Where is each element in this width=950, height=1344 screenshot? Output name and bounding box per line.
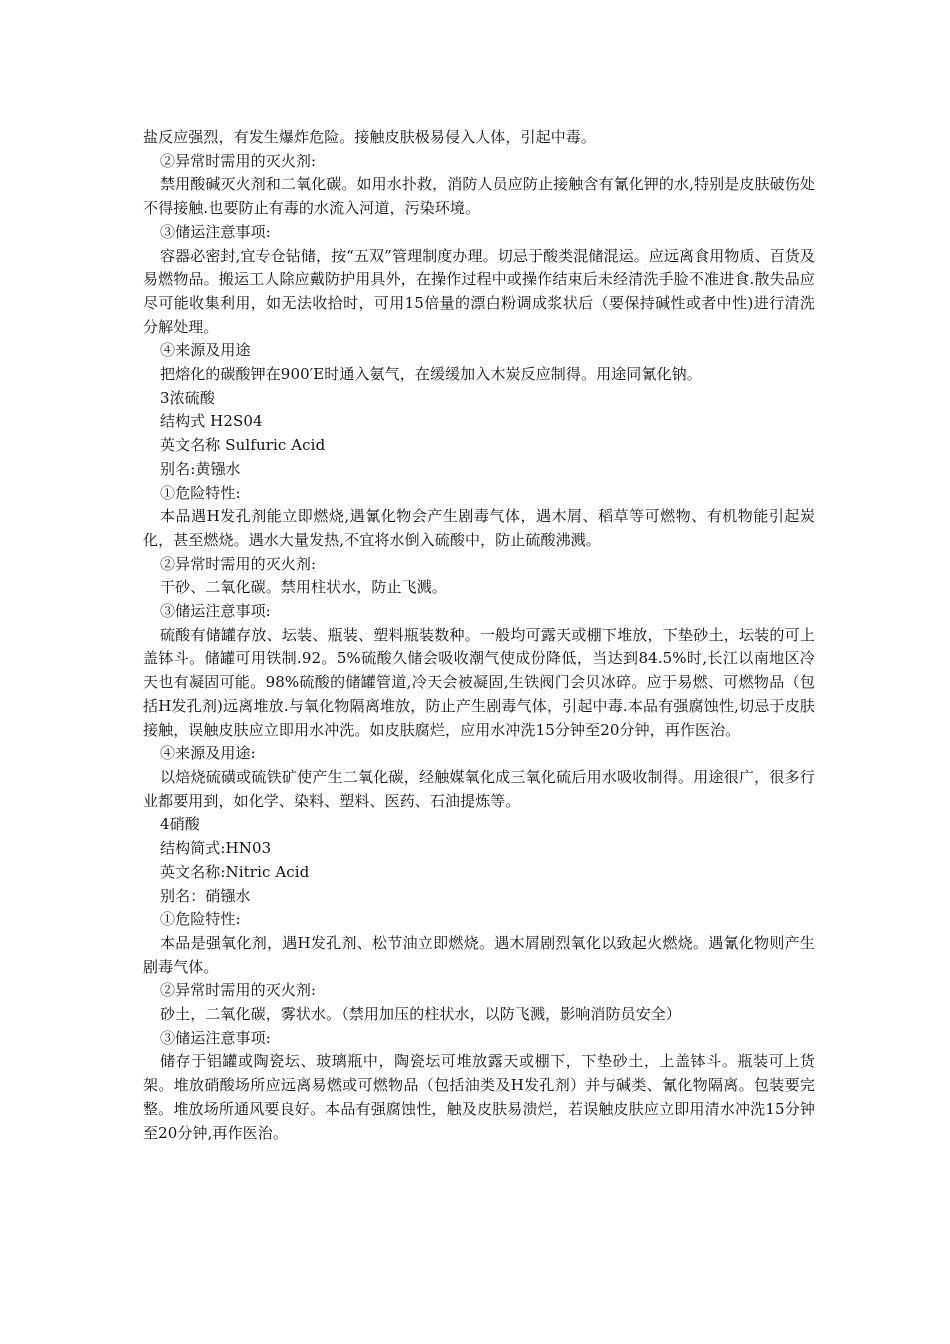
paragraph: 本品是强氧化剂，遇H发孔剂、松节油立即燃烧。遇木屑剧烈氧化以致起火燃烧。遇氰化物则产生剧毒气体。 — [143, 933, 815, 976]
paragraph: 禁用酸碱灭火剂和二氧化碳。如用水扑救，消防人员应防止接触含有氰化钾的水,特别是皮肤破伤处不得接触.也要防止有毒的水流入河道，污染环境。 — [143, 175, 815, 218]
paragraph: 本品遇H发孔剂能立即燃烧,遇氰化物会产生剧毒气体，遇木屑、稻草等可燃物、有机物能引起炭化，甚至燃烧。遇水大量发热,不宜将水倒入硫酸中，防止硫酸沸溅。 — [143, 507, 815, 549]
paragraph: 砂土，二氧化碳，雾状水。（禁用加压的柱状水，以防飞溅，影响消防员安全） — [160, 1005, 682, 1024]
paragraph: 以焙烧硫磺或硫铁矿使产生二氧化碳，经触媒氧化成三氧化硫后用水吸收制得。用途很广，很多行业都要用到，如化学、染料、塑料、医药、石油提炼等。 — [143, 767, 815, 810]
paragraph: 把熔化的碳酸钾在900′E时通入氨气，在缓缓加入木炭反应制得。用途同氰化钠。 — [160, 365, 702, 384]
section-heading: ③储运注意事项: — [160, 222, 271, 241]
paragraph: 干砂、二氧化碳。禁用柱状水，防止飞溅。 — [160, 578, 447, 597]
section-heading: ③储运注意事项: — [160, 602, 271, 621]
section-heading: ②异常时需用的灭火剂: — [160, 981, 317, 1000]
section-heading: ①危险特性: — [160, 483, 241, 502]
section-heading: ④来源及用途: — [160, 744, 256, 763]
document-body — [143, 126, 815, 1145]
alias: 别名:黄镪水 — [160, 459, 241, 478]
english-name: 英文名称:Nitric Acid — [160, 862, 310, 881]
paragraph: 储存于铝罐或陶瓷坛、玻璃瓶中，陶瓷坛可堆放露天或棚下，下垫砂土，上盖钵斗。瓶装可上货架。堆放硝酸场所应远离易燃或可燃物品（包括油类及H发孔剂）并与碱类、氰化物隔离。包装要完整。堆放场所通风要良好。本品有强腐蚀性，触及皮肤易溃烂，若误触皮肤应立即用清水冲洗15分钟至20分钟,再作医治。 — [143, 1052, 815, 1142]
english-name: 英文名称 Sulfuric Acid — [160, 436, 326, 455]
chemical-formula: 结构式 H2S04 — [160, 412, 263, 431]
paragraph: 硫酸有储罐存放、坛装、瓶装、塑料瓶装数种。一般均可露天或棚下堆放，下垫砂土，坛装的可上盖钵斗。储罐可用铁制.92。5%硫酸久储会吸收潮气使成份降低，当达到84.5%时,长江以南地区冷天也有凝固可能。98%硫酸的储罐管道,冷天会被凝固,生铁阀门会贝冰碎。应于易燃、可燃物品（包括H发孔剂)远离堆放.与氧化物隔离堆放，防止产生剧毒气体，引起中毒.本品有强腐蚀性,切忌于皮肤接触，误触皮肤应立即用水冲洗。如皮肤腐烂，应用水冲洗15分钟至20分钟，再作医治。 — [143, 625, 815, 739]
chemical-title: 4硝酸 — [160, 815, 200, 834]
section-heading: ②异常时需用的灭火剂: — [160, 554, 317, 573]
section-heading: ③储运注意事项: — [160, 1028, 271, 1047]
section-heading: ①危险特性: — [160, 910, 241, 929]
section-heading: ②异常时需用的灭火剂: — [160, 151, 317, 170]
paragraph: 盐反应强烈，有发生爆炸危险。接触皮肤极易侵入人体，引起中毒。 — [143, 128, 597, 146]
section-heading: ④来源及用途 — [160, 341, 251, 360]
chemical-title: 3浓硫酸 — [160, 388, 215, 407]
paragraph: 容器必密封,宜专仓钻储，按“五双”管理制度办理。切忌于酸类混储混运。应远离食用物质、百货及易燃物品。搬运工人除应戴防护用具外，在操作过程中或操作结束后未经清洗手脸不准进食.散失品应尽可能收集利用，如无法收拾时，可用15倍量的漂白粉调成浆状后（要保持碱性或者中性)进行清洗分解处理。 — [143, 246, 815, 336]
chemical-formula: 结构简式:HN03 — [160, 839, 272, 858]
alias: 别名：硝镪水 — [160, 886, 251, 905]
